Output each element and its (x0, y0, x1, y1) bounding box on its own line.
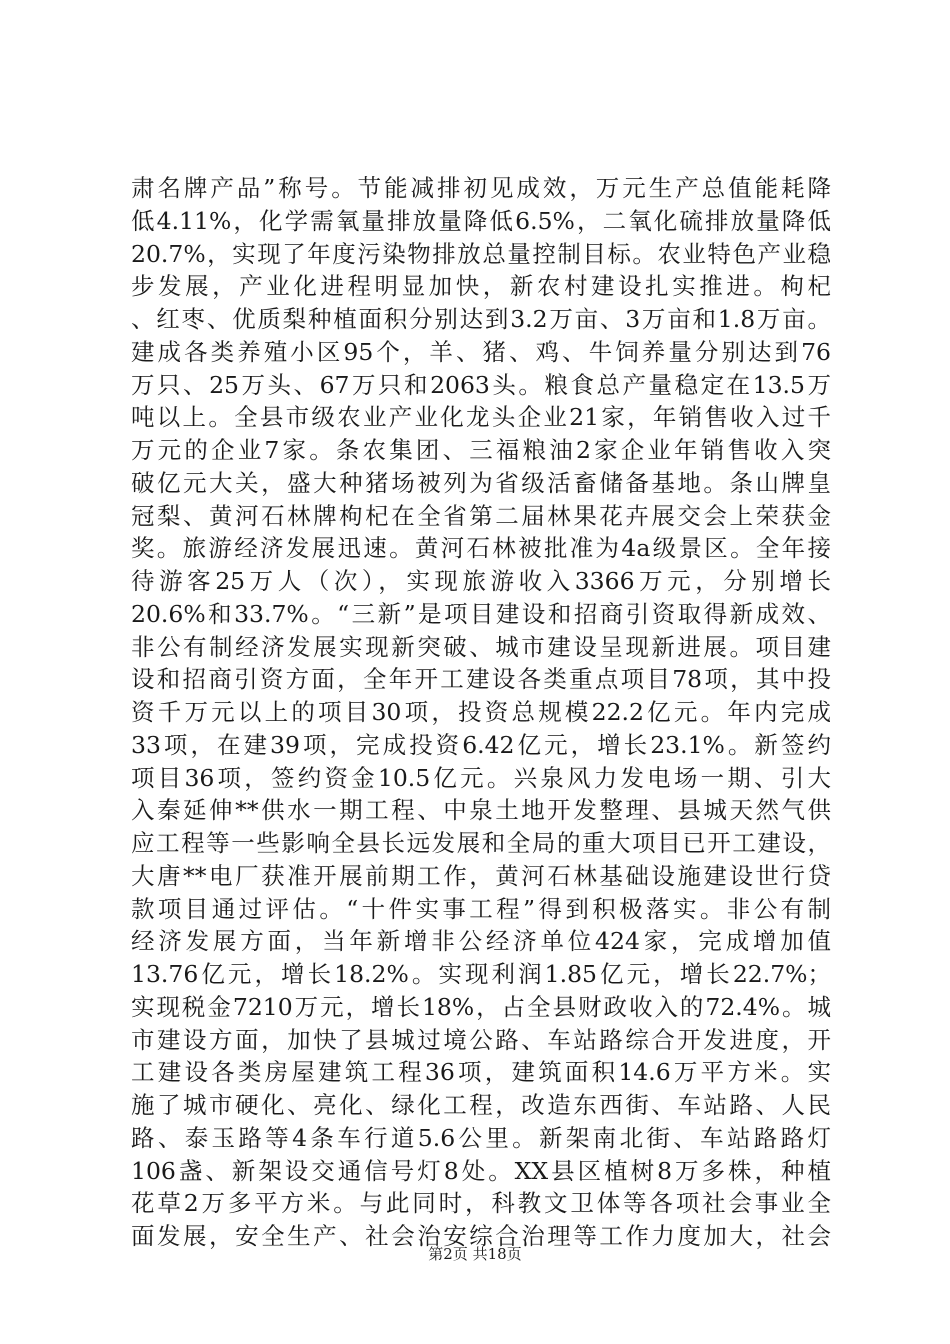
text-line: 经济发展方面，当年新增非公经济单位424家，完成增加值 (131, 927, 831, 956)
text-line: 步发展，产业化进程明显加快，新农村建设扎实推进。枸杞 (131, 272, 831, 301)
text-line: 106盏、新架设交通信号灯8处。XX县区植树8万多株，种植 (131, 1156, 831, 1185)
text-line: 大唐**电厂获准开展前期工作，黄河石林基础设施建设世行贷 (131, 861, 831, 890)
page-footer: 第2页 共18页 (428, 1245, 522, 1263)
text-line: 花草2万多平方米。与此同时，科教文卫体等各项社会事业全 (131, 1189, 831, 1218)
text-line: 、红枣、优质梨种植面积分别达到3.2万亩、3万亩和1.8万亩。 (131, 305, 831, 333)
text-line: 资千万元以上的项目30项，投资总规模22.2亿元。年内完成 (131, 698, 831, 726)
text-line: 冠梨、黄河石林牌枸杞在全省第二届林果花卉展交会上荣获金 (131, 501, 831, 530)
text-line: 应工程等一些影响全县长远发展和全局的重大项目已开工建设， (131, 829, 831, 857)
body-paragraph (131, 172, 831, 1253)
text-line: 入秦延伸**供水一期工程、中泉土地开发整理、县城天然气供 (131, 796, 831, 825)
text-line: 市建设方面，加快了县城过境公路、车站路综合开发进度，开 (131, 1025, 831, 1054)
text-line: 工建设各类房屋建筑工程36项，建筑面积14.6万平方米。实 (131, 1058, 831, 1087)
text-line: 待游客25万人（次），实现旅游收入3366万元，分别增长 (131, 567, 831, 595)
text-line: 项目36项，签约资金10.5亿元。兴泉风力发电场一期、引大 (131, 763, 831, 792)
text-line: 20.6%和33.7%。“三新”是项目建设和招商引资取得新成效、 (131, 599, 831, 628)
text-line: 非公有制经济发展实现新突破、城市建设呈现新进展。项目建 (131, 632, 831, 661)
text-line: 吨以上。全县市级农业产业化龙头企业21家，年销售收入过千 (131, 403, 831, 432)
text-line: 破亿元大关，盛大种猪场被列为省级活畜储备基地。条山牌皇 (131, 468, 831, 497)
text-line: 20.7%，实现了年度污染物排放总量控制目标。农业特色产业稳 (131, 239, 831, 268)
text-line: 实现税金7210万元，增长18%，占全县财政收入的72.4%。城 (131, 992, 831, 1021)
text-line: 款项目通过评估。“十件实事工程”得到积极落实。非公有制 (131, 894, 831, 923)
text-line: 施了城市硬化、亮化、绿化工程，改造东西街、车站路、人民 (131, 1091, 831, 1119)
text-line: 奖。旅游经济发展迅速。黄河石林被批准为4a级景区。全年接 (131, 534, 831, 563)
text-line: 万只、25万头、67万只和2063头。粮食总产量稳定在13.5万 (131, 370, 831, 399)
text-line: 路、泰玉路等4条车行道5.6公里。新架南北街、车站路路灯 (131, 1123, 831, 1152)
text-line: 33项，在建39项，完成投资6.42亿元，增长23.1%。新签约 (131, 730, 831, 759)
text-line: 肃名牌产品”称号。节能减排初见成效，万元生产总值能耗降 (131, 174, 831, 202)
text-line: 面发展，安全生产、社会治安综合治理等工作力度加大，社会 (131, 1222, 831, 1250)
text-line: 设和招商引资方面，全年开工建设各类重点项目78项，其中投 (131, 665, 831, 694)
text-line: 建成各类养殖小区95个，羊、猪、鸡、牛饲养量分别达到76 (131, 337, 831, 366)
text-line: 13.76亿元，增长18.2%。实现利润1.85亿元，增长22.7%； (131, 960, 831, 988)
text-line: 低4.11%，化学需氧量排放量降低6.5%，二氧化硫排放量降低 (131, 206, 831, 235)
text-line: 万元的企业7家。条农集团、三福粮油2家企业年销售收入突 (131, 436, 831, 464)
